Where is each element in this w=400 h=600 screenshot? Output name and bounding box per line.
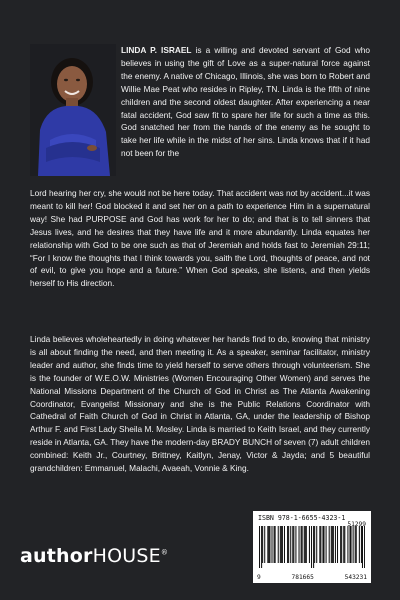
barcode-digits [257, 574, 367, 581]
barcode-bar [302, 526, 303, 563]
barcode-bar [259, 526, 260, 568]
logo-house-text: HOUSE [92, 545, 161, 567]
barcode-bar [332, 526, 333, 563]
barcode-bar [280, 526, 281, 563]
barcode-bar [299, 526, 300, 563]
barcode-bar [322, 526, 323, 563]
barcode-bar [314, 526, 315, 563]
barcode-bar [355, 526, 356, 563]
publisher-logo [20, 545, 168, 567]
barcode-digit-group-2: 543231 [344, 574, 367, 581]
barcode-bar [359, 526, 360, 563]
barcode-bar [306, 526, 307, 563]
barcode-bar [261, 526, 262, 568]
barcode-bar [282, 526, 283, 563]
barcode-bar [267, 526, 268, 563]
barcode-bar [344, 526, 345, 563]
barcode-bar [295, 526, 296, 563]
barcode-bar [353, 526, 354, 563]
logo-author-text: author [20, 545, 93, 567]
author-portrait-image [30, 44, 116, 176]
barcode-bar [343, 526, 344, 563]
barcode-bar [284, 526, 285, 563]
barcode-bar [340, 526, 341, 563]
barcode-bar [290, 526, 291, 563]
barcode-bar [271, 526, 272, 563]
author-name: LINDA P. ISRAEL [121, 45, 192, 55]
barcode-bar [349, 526, 350, 563]
barcode-bar [341, 526, 342, 563]
barcode-bar [326, 526, 327, 563]
logo-registered-mark: ® [160, 548, 169, 557]
barcode-bar [264, 526, 265, 563]
barcode-bar [351, 526, 352, 563]
author-photo [30, 44, 116, 176]
barcode-bar [288, 526, 289, 563]
barcode-bar [361, 526, 362, 563]
barcode-bar [329, 526, 330, 563]
barcode-bar [316, 526, 317, 563]
barcode-bar [313, 526, 314, 568]
barcode-bar [323, 526, 324, 563]
barcode-bar [293, 526, 294, 563]
barcode-bar [337, 526, 338, 563]
barcode-bar [311, 526, 312, 568]
isbn-number: ISBN 978-1-6655-4323-1 [258, 514, 346, 522]
barcode-bar [304, 526, 305, 563]
barcode-bar [364, 526, 365, 568]
barcode-bar [287, 526, 288, 563]
barcode-bar [356, 526, 357, 563]
barcode-bar [281, 526, 282, 563]
isbn-barcode [253, 511, 371, 583]
barcode-bar [292, 526, 293, 563]
barcode-bar [335, 526, 336, 563]
barcode-bar [278, 526, 279, 563]
barcode-bar [347, 526, 348, 563]
barcode-bar [262, 526, 263, 563]
bio-paragraph-1-top [121, 44, 370, 160]
barcode-bar [362, 526, 363, 568]
barcode-bar [274, 526, 275, 563]
bio-paragraph-1-bottom: Lord hearing her cry, she would not be here today. That accident was not by accident...it was meant to kill her! God blocked it and set her on a path to experience Him in a supernatural way! She had PURPOSE and God has work for her to do; and that is to tell sinners that Jesus lives, and he desires that they have life and it more abundantly. Linda equates her relationship with God to be one such as that of Jeremiah and holds fast to Jeremiah 29:11; “For I know the thoughts that I think towards you, saith the Lord, thoughts of peace, and not of evil, to give you hope and a future.” When God speaks, she listens, and then yields herself to His direction. [30, 188, 370, 289]
barcode-digit-group-1: 781665 [291, 574, 314, 581]
price-code: 51299 [347, 521, 366, 528]
barcode-bars [259, 526, 365, 568]
barcode-digit-first: 9 [257, 574, 261, 581]
barcode-bar [275, 526, 276, 563]
barcode-bar [309, 526, 310, 563]
barcode-bar [268, 526, 269, 563]
barcode-bar [269, 526, 270, 563]
barcode-bar [319, 526, 320, 563]
barcode-bar [305, 526, 306, 563]
barcode-bar [301, 526, 302, 563]
barcode-bar [333, 526, 334, 563]
barcode-bar [320, 526, 321, 563]
barcode-bar [331, 526, 332, 563]
bio-paragraph-2: Linda believes wholeheartedly in doing whatever her hands find to do, knowing that ministry is all about finding the need, and then meeting it. As a speaker, seminar facilitator, ministry leader and author, she finds time to yield herself to serve others through volunteerism. She is the founder of W.E.O.W. Ministries (Women Encouraging Other Women) and serves the National Missions Department of the Church of God in Christ as The Atlanta Awakening Coordinator, Evangelist Missionary and she is the Public Relations Coordinator with Cathedral of Faith Church of God in Christ in Atlanta, GA, under the leadership of Bishop Arthur F. and First Lady Sheila M. Mosley. Linda is married to Keith Israel, and they currently reside in Atlanta, GA. They have the modern-day BRADY BUNCH of seven (7) adult children combined: Keith Jr., Courtney, Brittney, Kaitlyn, Jenay, Victor & Jayda; and 5 beautiful grandchildren: Emmanuel, Malachi, Avaeah, Vonnie & King. [30, 334, 370, 474]
bio-paragraph-1-head-text: is a willing and devoted servant of God who believes in using the gift of Love as a super-natural force against the enemy. A native of Chicago, Illinois, she was born to Robert and Willie Mae Peat who resides in Ripley, TN. Linda is the fifth of nine children and the second oldest daughter. After experiencing a near fatal accident, God saw fit to spare her life for such a time as this. God snatched her from the hands of the enemy as he sought to take her life while in the midst of her sins. Linda knows that if it had not been for the [121, 45, 370, 159]
